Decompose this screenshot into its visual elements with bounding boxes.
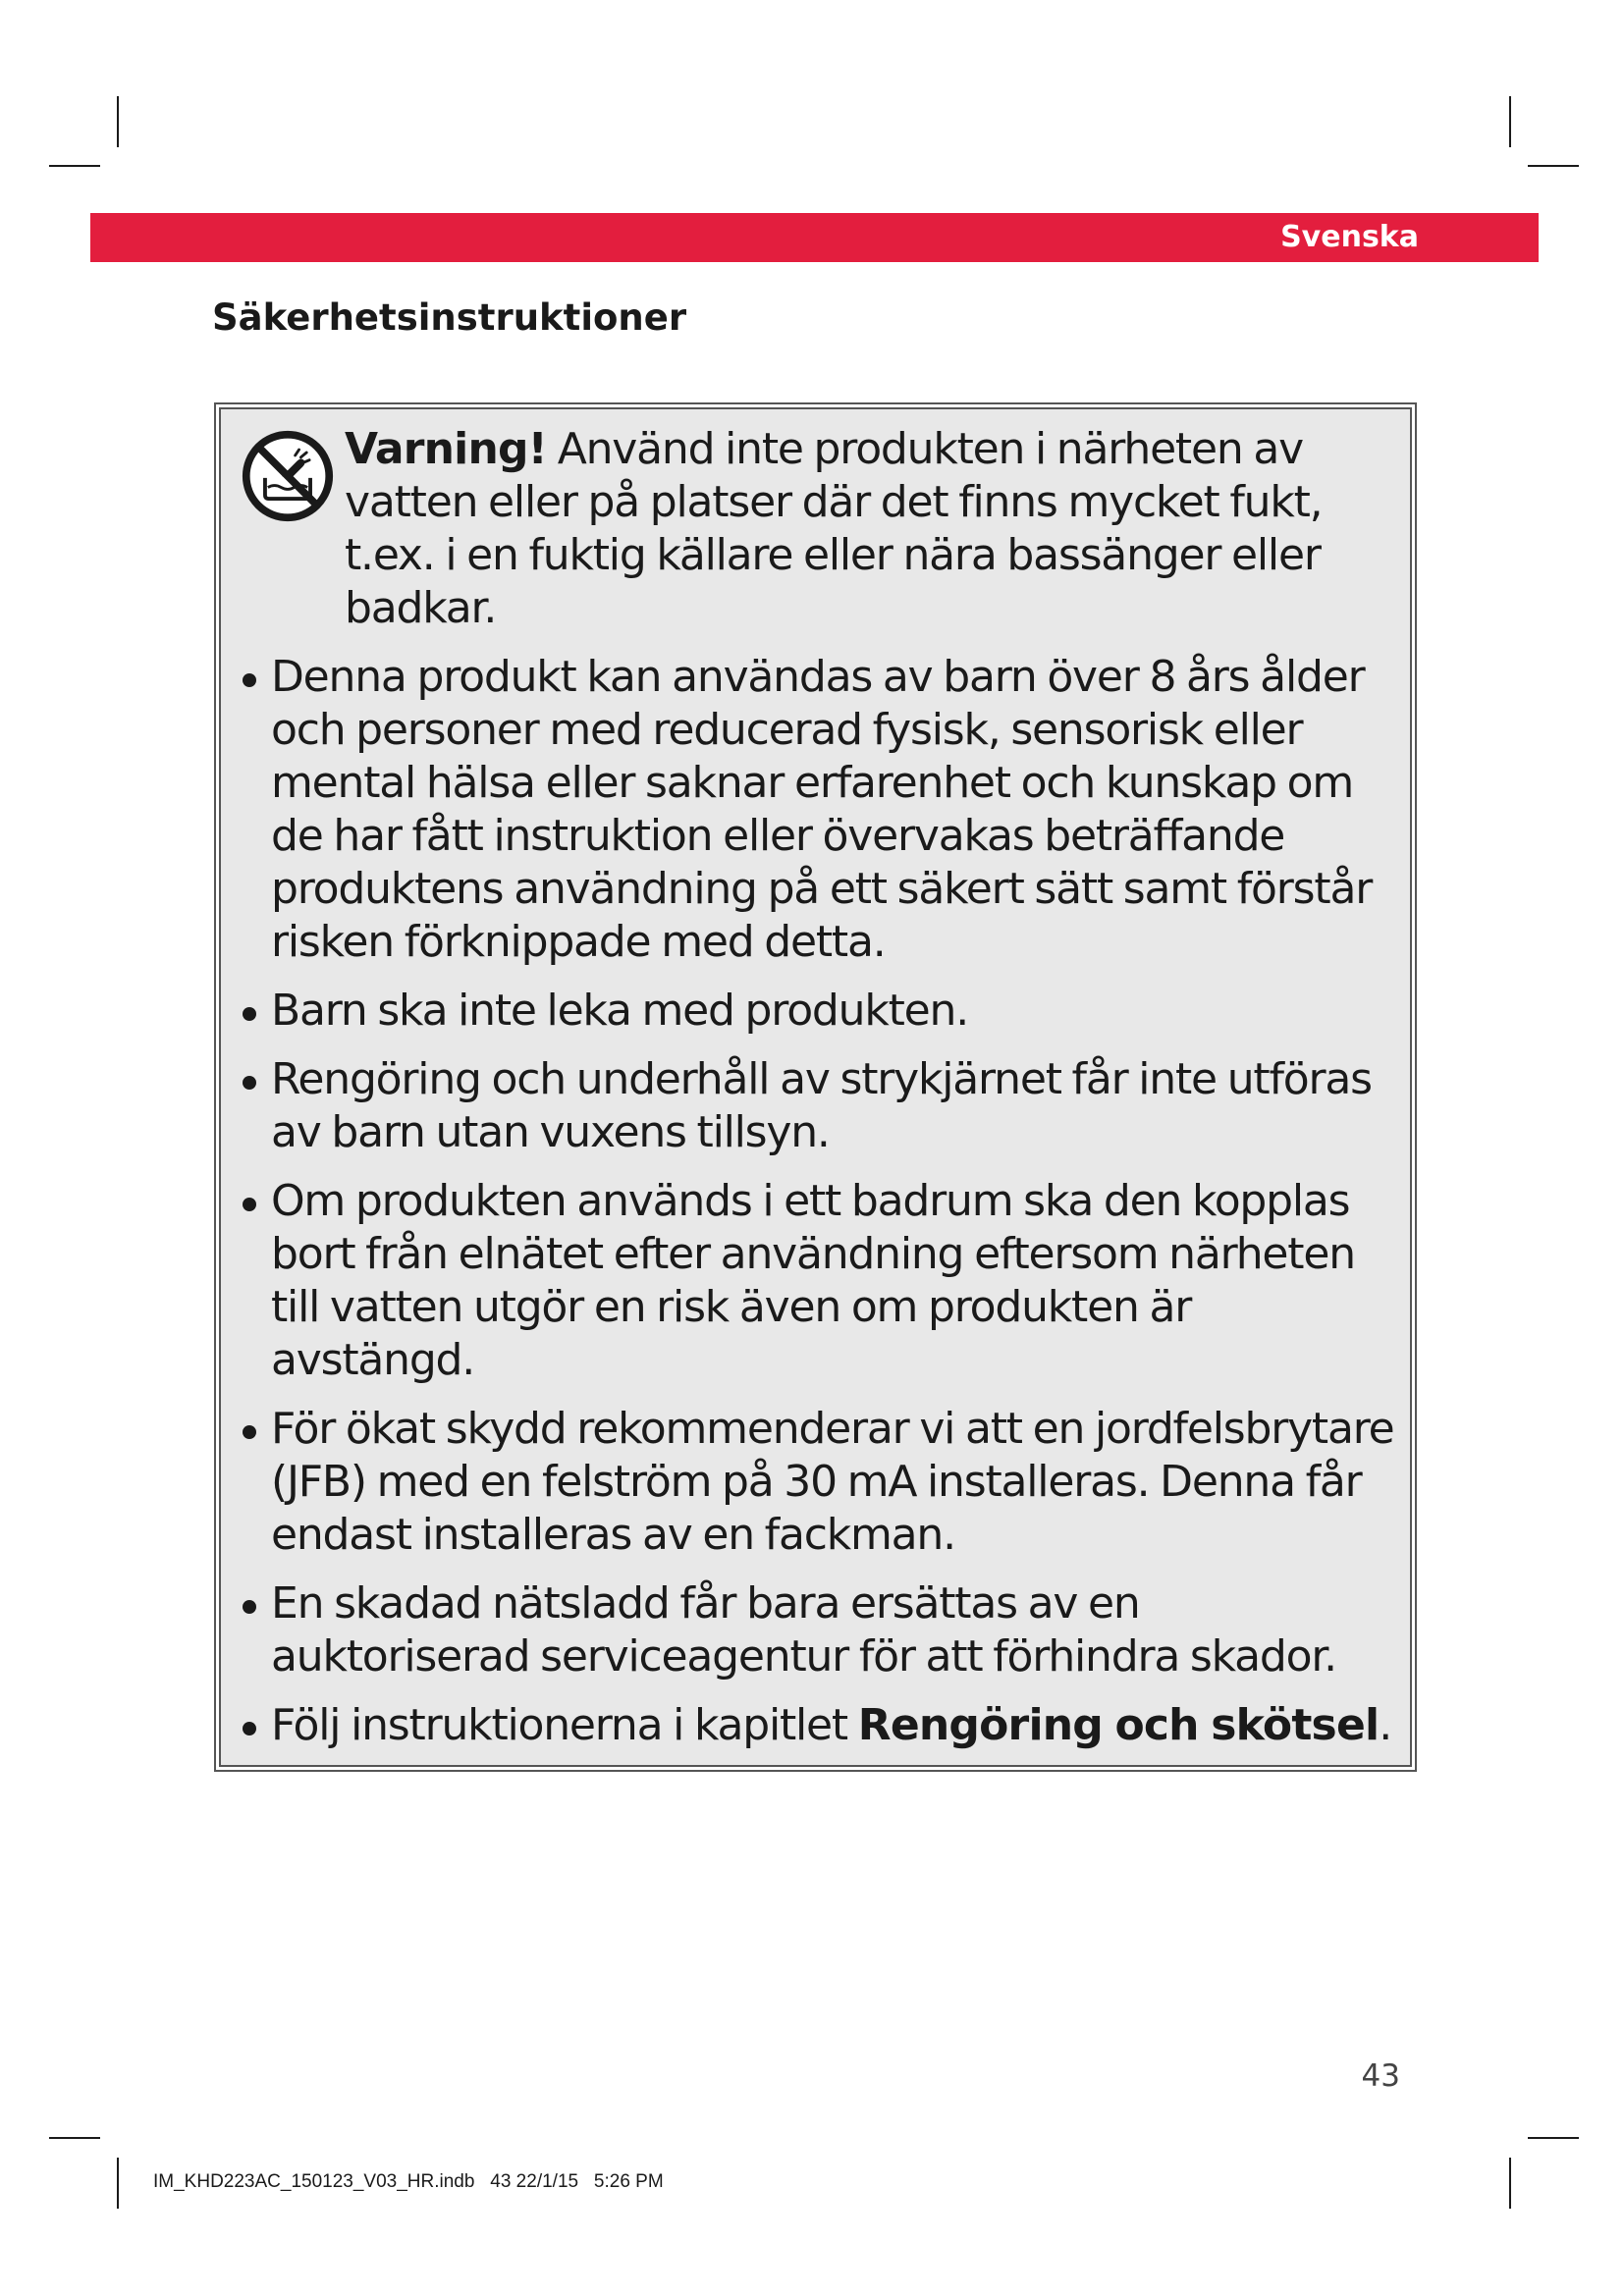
warning-content <box>219 407 1412 1767</box>
crop-mark <box>1528 2137 1579 2139</box>
warning-lead <box>242 423 1394 635</box>
bullet-icon <box>243 1722 256 1735</box>
list-item <box>242 1053 1394 1159</box>
bullet-icon <box>243 1198 256 1211</box>
crop-mark <box>1509 2158 1511 2209</box>
chapter-reference: Rengöring och skötsel <box>857 1700 1380 1750</box>
list-item-prefix: Följ instruktionerna i kapitlet <box>271 1700 858 1750</box>
bullet-icon <box>243 1600 256 1614</box>
safety-list <box>242 651 1394 1752</box>
section-title: Säkerhetsinstruktioner <box>212 296 687 339</box>
list-item <box>242 1699 1394 1752</box>
page-number: 43 <box>1361 2058 1400 2094</box>
print-slug: IM_KHD223AC_150123_V03_HR.indb 43 22/1/15 5:26 PM <box>153 2171 664 2192</box>
list-item <box>242 651 1394 969</box>
list-item-text: En skadad nätsladd får bara ersättas av en auktoriserad serviceagentur för att förhindra skador. <box>271 1578 1336 1682</box>
warning-box <box>214 402 1417 1772</box>
list-item <box>242 1403 1394 1562</box>
warning-text: Använd inte produkten i närheten av vatten eller på platser där det finns mycket fukt, t.ex. i en fuktig källare eller nära bassänger eller badkar. <box>345 424 1323 633</box>
crop-mark <box>49 165 100 167</box>
list-item-text: Denna produkt kan användas av barn över 8 års ålder och personer med reducerad fysisk, sensorisk eller mental hälsa eller saknar erfarenhet och kunskap om de har fått instruktion eller övervakas beträffande produktens användning på ett säkert sätt samt förstår risken förknippade med detta. <box>271 652 1373 967</box>
bullet-icon <box>243 673 256 687</box>
crop-mark <box>49 2137 100 2139</box>
list-item <box>242 1175 1394 1387</box>
bullet-icon <box>243 1425 256 1439</box>
list-item-text: Rengöring och underhåll av strykjärnet får inte utföras av barn utan vuxens tillsyn. <box>271 1054 1372 1157</box>
list-item <box>242 1577 1394 1683</box>
crop-mark <box>1528 165 1579 167</box>
bullet-icon <box>243 1076 256 1090</box>
bullet-icon <box>243 1007 256 1021</box>
list-item-text: Om produkten används i ett badrum ska den kopplas bort från elnätet efter användning eftersom närheten till vatten utgör en risk även om produkten är avstängd. <box>271 1176 1355 1385</box>
list-item-text: För ökat skydd rekommenderar vi att en jordfelsbrytare (JFB) med en felström på 30 mA installeras. Denna får endast installeras av en fackman. <box>271 1404 1394 1560</box>
list-item-text: Barn ska inte leka med produkten. <box>271 986 969 1036</box>
crop-mark <box>117 2158 119 2209</box>
no-water-warning-icon <box>241 429 335 523</box>
crop-mark <box>117 96 119 147</box>
list-item <box>242 985 1394 1038</box>
crop-mark <box>1509 96 1511 147</box>
list-item-suffix: . <box>1379 1700 1392 1750</box>
language-label: Svenska <box>1280 220 1419 254</box>
language-banner <box>90 213 1539 262</box>
warning-label: Varning! <box>345 424 547 474</box>
